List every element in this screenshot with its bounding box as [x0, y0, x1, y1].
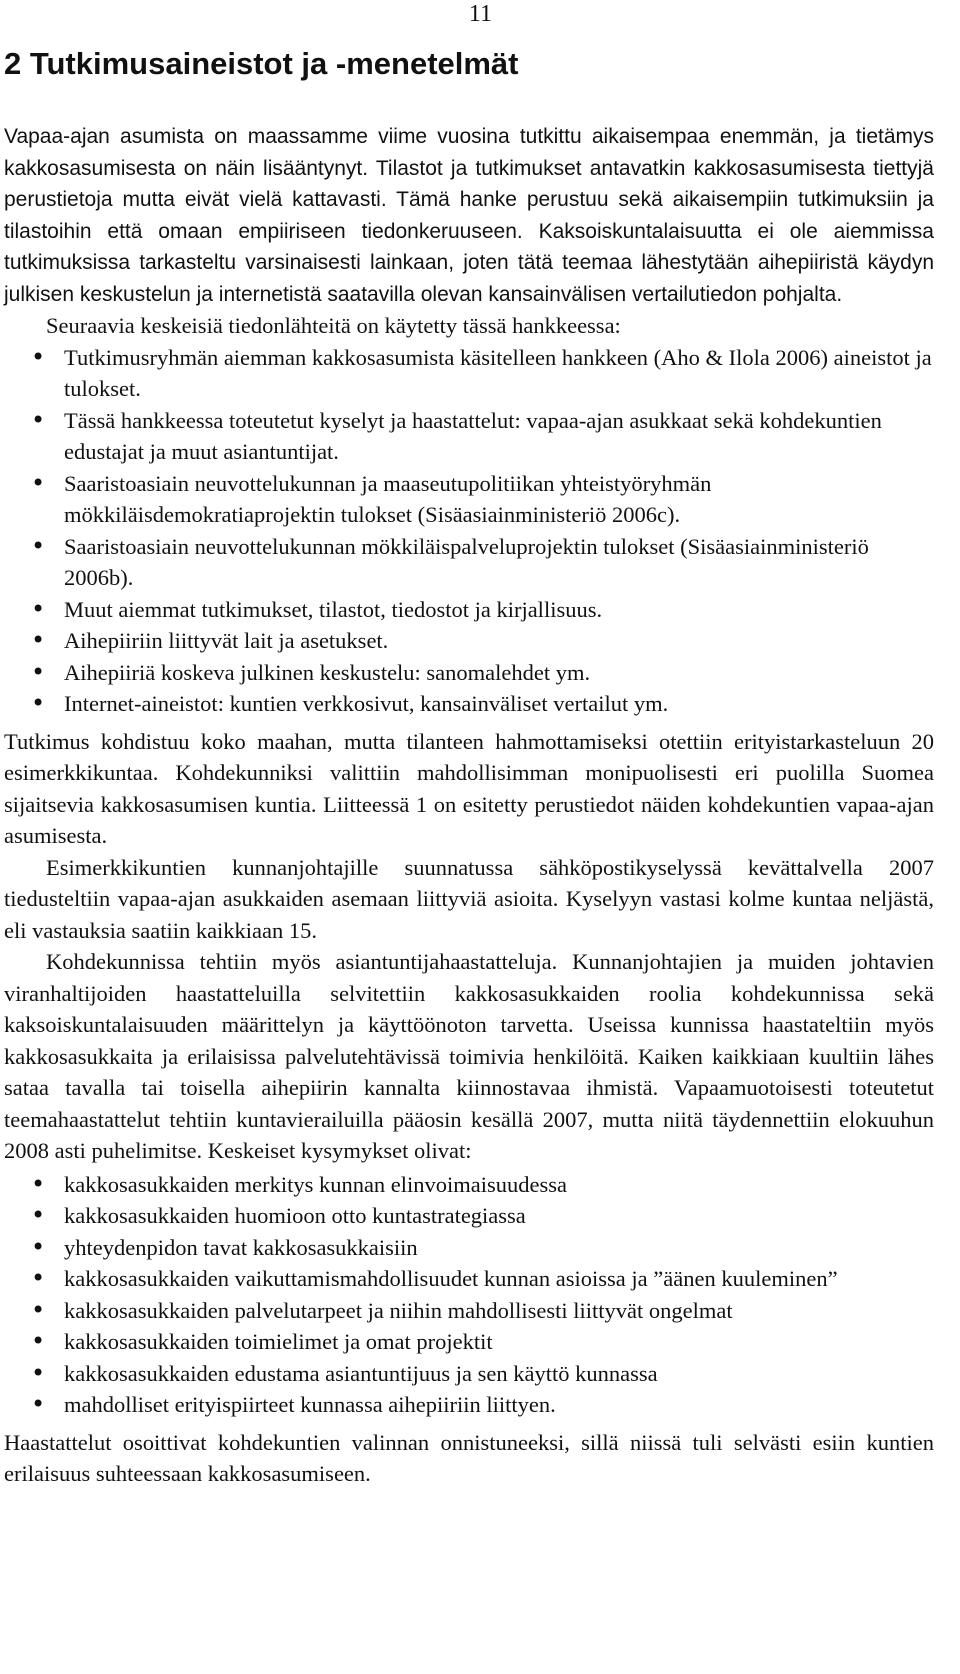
document-body [4, 121, 934, 1490]
list-item: • kakkosasukkaiden vaikuttamismahdollisuudet kunnan asioissa ja ”äänen kuuleminen” [4, 1263, 934, 1295]
paragraph-conclusion: Haastattelut osoittivat kohdekuntien valinnan onnistuneeksi, sillä niissä tuli selvästi esiin kuntien erilaisuus suhteessaan kakkosasumiseen. [4, 1429, 934, 1486]
list-item: • Tutkimusryhmän aiemman kakkosasumista käsitelleen hankkeen (Aho & Ilola 2006) aineistot ja tulokset. [4, 342, 934, 405]
list-item: • Muut aiemmat tutkimukset, tilastot, tiedostot ja kirjallisuus. [4, 594, 934, 626]
list-item: • kakkosasukkaiden huomioon otto kuntastrategiassa [4, 1200, 934, 1232]
list-item: • Saaristoasiain neuvottelukunnan mökkiläispalveluprojektin tulokset (Sisäasiainministeriö 2006b). [4, 531, 934, 594]
paragraph-study-scope: Tutkimus kohdistuu koko maahan, mutta tilanteen hahmottamiseksi otettiin erityistarkasteluun 20 esimerkkikuntaa. Kohdekunniksi valittiin mahdollisimman monipuolisesti eri puolilla Suomea sijaitsevia kakkosasumisen kuntia. Liitteessä 1 on esitetty perustiedot näiden kohdekuntien vapaa-ajan asumisesta. [4, 728, 934, 848]
list-item: • Saaristoasiain neuvottelukunnan ja maaseutupolitiikan yhteistyöryhmän mökkiläisdemokratiaprojektin tulokset (Sisäasiainministeriö 2006c). [4, 468, 934, 531]
list-item: • mahdolliset erityispiirteet kunnassa aihepiiriin liittyen. [4, 1389, 934, 1421]
paragraph-interviews: Kohdekunnissa tehtiin myös asiantuntijahaastatteluja. Kunnanjohtajien ja muiden johtavien viranhaltijoiden haastatteluilla selvitettiin kakkosasukkaiden roolia kohdekunnissa sekä kaksoiskuntalaisuuden määrittelyn ja käyttöönoton tarvetta. Useissa kunnissa haastateltiin myös kakkosasukkaita ja erilaisissa palvelutehtävissä toimivia henkilöitä. Kaiken kaikkiaan kuultiin lähes sataa tavalla tai toisella aihepiirin kannalta kiinnostavaa ihmistä. Vapaamuotoisesti toteutetut teemahaastattelut tehtiin kuntavierailuilla pääosin kesällä 2007, mutta niitä täydennettiin elokuuhun 2008 asti puhelimitse. Keskeiset kysymykset olivat: [4, 949, 934, 1163]
list-item: • kakkosasukkaiden toimielimet ja omat projektit [4, 1326, 934, 1358]
section-heading: 2 Tutkimusaineistot ja -menetelmät [4, 46, 519, 81]
list-item: • Tässä hankkeessa toteutetut kyselyt ja haastattelut: vapaa-ajan asukkaat sekä kohdekuntien edustajat ja muut asiantuntijat. [4, 405, 934, 468]
list-item: • kakkosasukkaiden palvelutarpeet ja niihin mahdollisesti liittyvät ongelmat [4, 1295, 934, 1327]
paragraph-intro: Vapaa-ajan asumista on maassamme viime vuosina tutkittu aikaisempaa enemmän, ja tietämys kakkosasumisesta on näin lisääntynyt. Tilastot ja tutkimukset antavatkin kakkosasumisesta tiettyjä perustietoja mutta eivät vielä kattavasti. Tämä hanke perustuu sekä aikaisempiin tutkimuksiin ja tilastoihin että omaan empiiriseen tiedonkeruuseen. Kaksoiskuntalaisuutta ei ole aiemmissa tutkimuksissa tarkasteltu varsinaisesti lainkaan, joten tätä teemaa lähestytään aihepiiristä käydyn julkisen keskustelun ja internetistä saatavilla olevan kansainvälisen vertailutiedon pohjalta. [4, 125, 934, 306]
sources-list [4, 342, 934, 720]
list-item: • Aihepiiriin liittyvät lait ja asetukset. [4, 625, 934, 657]
list-item: • kakkosasukkaiden merkitys kunnan elinvoimaisuudessa [4, 1169, 934, 1201]
page-number: 11 [468, 1, 492, 27]
list-item: • yhteydenpidon tavat kakkosasukkaisiin [4, 1232, 934, 1264]
list-item: • Aihepiiriä koskeva julkinen keskustelu: sanomalehdet ym. [4, 657, 934, 689]
paragraph-sources-intro: Seuraavia keskeisiä tiedonlähteitä on käytetty tässä hankkeessa: [46, 313, 621, 338]
questions-list [4, 1169, 934, 1421]
list-item: • Internet-aineistot: kuntien verkkosivut, kansainväliset vertailut ym. [4, 688, 934, 720]
paragraph-email-survey: Esimerkkikuntien kunnanjohtajille suunnatussa sähköpostikyselyssä kevättalvella 2007 tiedusteltiin vapaa-ajan asukkaiden asemaan liittyviä asioita. Kyselyyn vastasi kolme kuntaa neljästä, eli vastauksia saatiin kaikkiaan 15. [4, 854, 934, 943]
list-item: • kakkosasukkaiden edustama asiantuntijuus ja sen käyttö kunnassa [4, 1358, 934, 1390]
